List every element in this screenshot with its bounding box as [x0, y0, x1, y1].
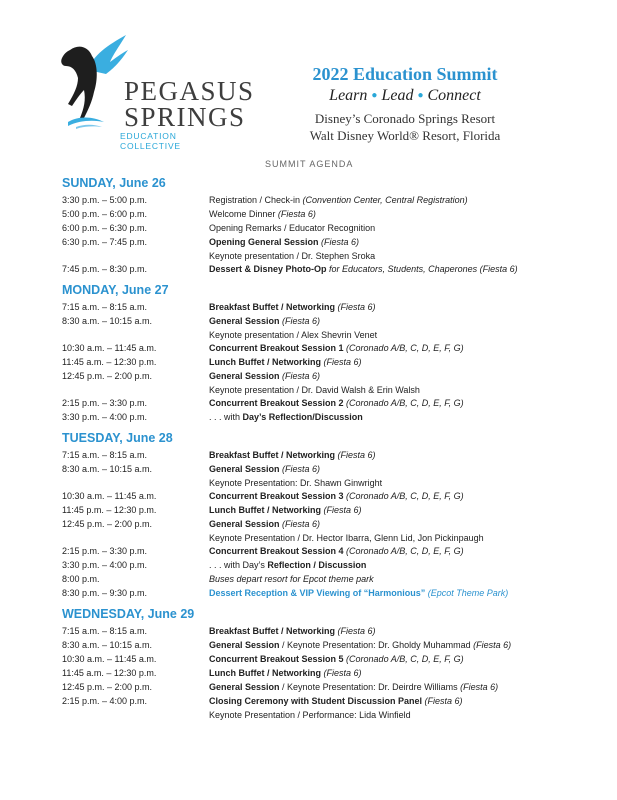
- day-heading: WEDNESDAY, June 29: [62, 607, 195, 621]
- description-part: Opening Remarks / Educator Recognition: [209, 223, 376, 233]
- agenda-time: 3:30 p.m. – 4:00 p.m.: [62, 560, 148, 570]
- agenda-time: 7:15 a.m. – 8:15 a.m.: [62, 450, 148, 460]
- agenda-row: [62, 301, 602, 315]
- agenda-time: 12:45 p.m. – 2:00 p.m.: [62, 519, 153, 529]
- agenda-time: 11:45 a.m. – 12:30 p.m.: [62, 357, 157, 367]
- description-part: / Keynote Presentation: Dr. Gholdy Muhammad: [282, 640, 474, 650]
- description-part: General Session: [209, 316, 283, 326]
- agenda-time: 6:30 p.m. – 7:45 p.m.: [62, 237, 148, 247]
- description-part: Concurrent Breakout Session 4: [209, 546, 347, 556]
- agenda-time: 11:45 a.m. – 12:30 p.m.: [62, 668, 157, 678]
- agenda-row: [62, 208, 602, 222]
- description-part: (Fiesta 6): [282, 464, 321, 474]
- agenda-subline: Keynote Presentation / Dr. Hector Ibarra, Glenn Lid, Jon Pickinpaugh: [209, 533, 484, 543]
- agenda-row: [62, 315, 602, 329]
- agenda-description: [209, 545, 464, 559]
- agenda-description: [209, 681, 498, 695]
- description-part: (Epcot Theme Park): [427, 588, 509, 598]
- agenda-subline: Keynote presentation / Dr. Stephen Sroka: [209, 251, 376, 261]
- venue-line-2: Walt Disney World® Resort, Florida: [309, 128, 501, 144]
- agenda-row: [62, 695, 602, 709]
- agenda-time: 7:15 a.m. – 8:15 a.m.: [62, 626, 148, 636]
- agenda-description: [209, 587, 508, 601]
- agenda-row: [62, 411, 602, 425]
- day-heading: MONDAY, June 27: [62, 283, 169, 297]
- description-part: Reflection / Discussion: [267, 560, 367, 570]
- tagline-lead: Lead: [381, 87, 414, 104]
- agenda-row: [62, 653, 602, 667]
- agenda-time: 5:00 p.m. – 6:00 p.m.: [62, 209, 148, 219]
- agenda-row: [62, 573, 602, 587]
- agenda-time: 6:00 p.m. – 6:30 p.m.: [62, 223, 148, 233]
- tagline-connect: Connect: [427, 87, 481, 104]
- description-part: (Fiesta 6): [323, 357, 362, 367]
- agenda-description: [209, 625, 376, 639]
- description-part: Buses depart resort for Epcot theme park: [209, 574, 374, 584]
- agenda-time: 11:45 p.m. – 12:30 p.m.: [62, 505, 157, 515]
- description-part: / Keynote Presentation: Dr. Deirdre Williams: [282, 682, 461, 692]
- description-part: (Coronado A/B, C, D, E, F, G): [346, 546, 464, 556]
- agenda-row: [62, 194, 602, 208]
- logo-line-1: PEGASUS: [124, 76, 255, 106]
- agenda-description: [209, 695, 463, 709]
- description-part: (Fiesta 6): [277, 209, 316, 219]
- agenda-time: 2:15 p.m. – 4:00 p.m.: [62, 696, 148, 706]
- description-part: General Session: [209, 640, 283, 650]
- agenda-label: SUMMIT AGENDA: [265, 159, 354, 169]
- description-part: Lunch Buffet / Networking: [209, 668, 324, 678]
- agenda-time: 8:30 a.m. – 10:15 a.m.: [62, 640, 153, 650]
- agenda-row: [62, 356, 602, 370]
- venue-line-1: Disney’s Coronado Springs Resort: [314, 111, 496, 127]
- agenda-description: [209, 667, 362, 681]
- description-part: (Coronado A/B, C, D, E, F, G): [346, 654, 464, 664]
- agenda-time: 3:30 p.m. – 4:00 p.m.: [62, 412, 148, 422]
- agenda-description: [209, 490, 464, 504]
- description-part: (Fiesta 6): [337, 302, 376, 312]
- agenda-description: [209, 356, 362, 370]
- agenda-description: [209, 411, 363, 425]
- agenda-row: [62, 342, 602, 356]
- description-part: Concurrent Breakout Session 1: [209, 343, 347, 353]
- description-part: Lunch Buffet / Networking: [209, 505, 324, 515]
- agenda-description: [209, 573, 374, 587]
- agenda-row: [62, 559, 602, 573]
- agenda-time: 8:30 a.m. – 10:15 a.m.: [62, 464, 153, 474]
- agenda-schedule: [62, 176, 602, 722]
- description-part: Lunch Buffet / Networking: [209, 357, 324, 367]
- agenda-description: [209, 370, 320, 384]
- description-part: . . . with: [209, 412, 243, 422]
- agenda-row: [62, 518, 602, 532]
- description-part: General Session: [209, 519, 283, 529]
- agenda-subline: Keynote Presentation: Dr. Shawn Ginwright: [209, 478, 383, 488]
- logo-tagline: EDUCATION COLLECTIVE: [120, 131, 181, 151]
- agenda-description: [209, 653, 464, 667]
- agenda-time: 8:30 a.m. – 10:15 a.m.: [62, 316, 153, 326]
- agenda-row: [62, 490, 602, 504]
- agenda-description: [209, 518, 320, 532]
- agenda-time: 12:45 p.m. – 2:00 p.m.: [62, 682, 153, 692]
- agenda-description: [209, 397, 464, 411]
- agenda-description: [209, 559, 366, 573]
- description-part: (Fiesta 6): [282, 519, 321, 529]
- description-part: Concurrent Breakout Session 3: [209, 491, 347, 501]
- bullet-dot-icon: ●: [417, 90, 424, 102]
- agenda-description: [209, 236, 359, 250]
- agenda-row: [62, 463, 602, 477]
- agenda-description: [209, 301, 376, 315]
- description-part: Closing Ceremony with Student Discussion Panel: [209, 696, 425, 706]
- agenda-description: [209, 315, 320, 329]
- day-heading: TUESDAY, June 28: [62, 431, 173, 445]
- description-part: (Fiesta 6): [460, 682, 499, 692]
- agenda-description: [209, 504, 362, 518]
- description-part: . . . with Day’s: [209, 560, 268, 570]
- description-part: Breakfast Buffet / Networking: [209, 626, 338, 636]
- pegasus-springs-logo: [58, 30, 255, 151]
- agenda-row: [62, 222, 602, 236]
- description-part: (Coronado A/B, C, D, E, F, G): [346, 491, 464, 501]
- description-part: (Fiesta 6): [282, 316, 321, 326]
- description-part: Breakfast Buffet / Networking: [209, 302, 338, 312]
- description-part: (Fiesta 6): [337, 450, 376, 460]
- description-part: (Fiesta 6): [321, 237, 360, 247]
- agenda-subline: Keynote presentation / Alex Shevrin Venet: [209, 330, 378, 340]
- agenda-time: 7:15 a.m. – 8:15 a.m.: [62, 302, 148, 312]
- tagline-learn: Learn: [329, 87, 368, 104]
- agenda-row: [62, 625, 602, 639]
- agenda-description: [209, 639, 511, 653]
- description-part: (Fiesta 6): [337, 626, 376, 636]
- description-part: for Educators, Students, Chaperones (Fiesta 6): [329, 264, 518, 274]
- description-part: (Fiesta 6): [323, 505, 362, 515]
- agenda-description: [209, 208, 316, 222]
- agenda-row: [62, 639, 602, 653]
- description-part: Concurrent Breakout Session 2: [209, 398, 347, 408]
- description-part: (Convention Center, Central Registration): [302, 195, 468, 205]
- description-part: Concurrent Breakout Session 5: [209, 654, 347, 664]
- agenda-subline: Keynote presentation / Dr. David Walsh & Erin Walsh: [209, 385, 420, 395]
- agenda-time: 3:30 p.m. – 5:00 p.m.: [62, 195, 148, 205]
- agenda-description: [209, 449, 376, 463]
- summit-tagline: [265, 85, 545, 107]
- description-part: Welcome Dinner: [209, 209, 278, 219]
- agenda-time: 12:45 p.m. – 2:00 p.m.: [62, 371, 153, 381]
- agenda-time: 10:30 a.m. – 11:45 a.m.: [62, 654, 157, 664]
- agenda-row: [62, 667, 602, 681]
- description-part: Dessert & Disney Photo-Op: [209, 264, 330, 274]
- description-part: Registration / Check-in: [209, 195, 303, 205]
- agenda-row: [62, 681, 602, 695]
- agenda-row: [62, 587, 602, 601]
- description-part: (Coronado A/B, C, D, E, F, G): [346, 398, 464, 408]
- description-part: General Session: [209, 371, 283, 381]
- agenda-description: [209, 222, 375, 236]
- agenda-description: [209, 263, 518, 277]
- agenda-row: [62, 449, 602, 463]
- agenda-row: [62, 263, 602, 277]
- description-part: Day’s Reflection/Discussion: [242, 412, 363, 422]
- agenda-time: 10:30 a.m. – 11:45 a.m.: [62, 343, 157, 353]
- description-part: (Fiesta 6): [323, 668, 362, 678]
- day-heading: SUNDAY, June 26: [62, 176, 166, 190]
- description-part: Breakfast Buffet / Networking: [209, 450, 338, 460]
- agenda-row: [62, 370, 602, 384]
- agenda-row: [62, 236, 602, 250]
- agenda-row: [62, 545, 602, 559]
- agenda-subline: Keynote Presentation / Performance: Lida Winfield: [209, 710, 411, 720]
- agenda-time: 7:45 p.m. – 8:30 p.m.: [62, 264, 148, 274]
- description-part: General Session: [209, 464, 283, 474]
- description-part: Dessert Reception & VIP Viewing of “Harmonious”: [209, 588, 428, 598]
- pegasus-horse-icon: [58, 30, 128, 130]
- description-part: Opening General Session: [209, 237, 322, 247]
- agenda-time: 8:30 p.m. – 9:30 p.m.: [62, 588, 148, 598]
- bullet-dot-icon: ●: [371, 90, 378, 102]
- description-part: (Fiesta 6): [282, 371, 321, 381]
- agenda-time: 8:00 p.m.: [62, 574, 100, 584]
- description-part: (Coronado A/B, C, D, E, F, G): [346, 343, 464, 353]
- summit-title: 2022 Education Summit: [312, 64, 498, 84]
- agenda-time: 2:15 p.m. – 3:30 p.m.: [62, 398, 148, 408]
- description-part: General Session: [209, 682, 283, 692]
- description-part: (Fiesta 6): [424, 696, 463, 706]
- agenda-description: [209, 463, 320, 477]
- agenda-description: [209, 342, 464, 356]
- logo-line-2: SPRINGS: [124, 102, 246, 132]
- agenda-row: [62, 397, 602, 411]
- agenda-description: [209, 194, 468, 208]
- agenda-row: [62, 504, 602, 518]
- agenda-time: 2:15 p.m. – 3:30 p.m.: [62, 546, 148, 556]
- agenda-time: 10:30 a.m. – 11:45 a.m.: [62, 491, 157, 501]
- description-part: (Fiesta 6): [473, 640, 512, 650]
- summit-header: [265, 63, 545, 144]
